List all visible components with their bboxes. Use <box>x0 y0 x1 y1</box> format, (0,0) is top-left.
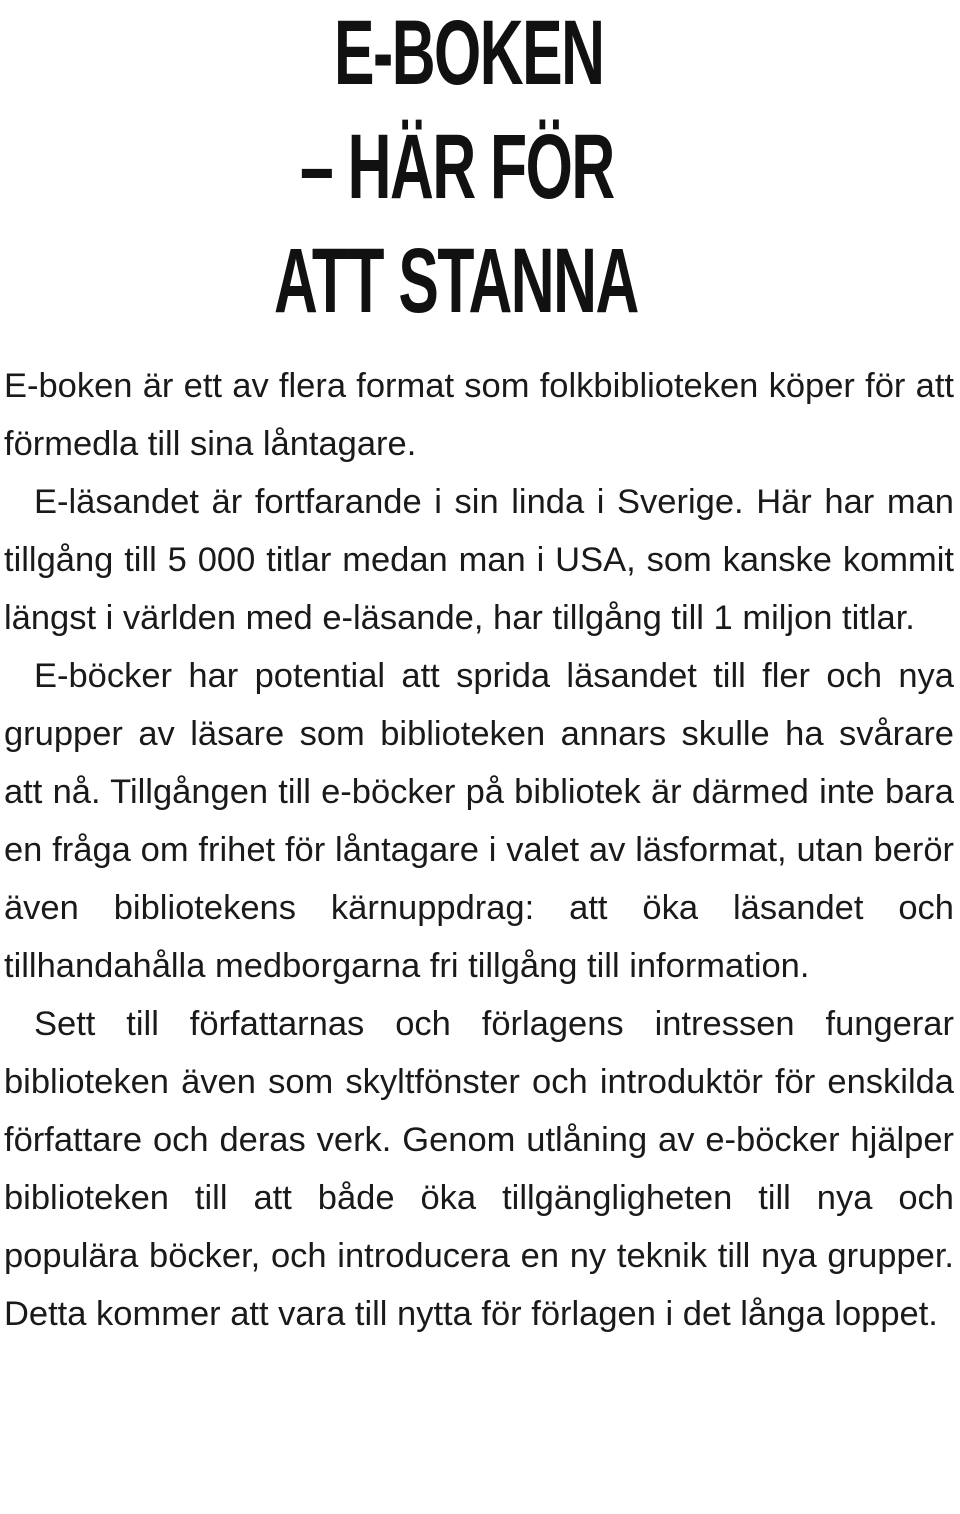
paragraph-publishers: Sett till författarnas och förlagens intressen fungerar biblioteken även som skyltfönster och introduktör för enskilda författare och deras verk. Genom utlåning av e-böcker hjälper biblioteken till att både öka tillgängligheten till nya och populära böcker, och introducera en ny teknik till nya grupper. Detta kommer att vara till nytta för förlagen i det långa loppet. <box>4 1005 954 1333</box>
paragraph-intro: E-boken är ett av flera format som folkbiblioteken köper för att förmedla till sina låntagare. <box>4 367 954 463</box>
title-line-3: ATT STANNA <box>274 230 638 333</box>
paragraph-sweden-usa: E-läsandet är fortfarande i sin linda i Sverige. Här har man tillgång till 5 000 titlar medan man i USA, som kanske kommit längst i världen med e-läsande, har tillgång till 1 miljon titlar. <box>4 483 954 637</box>
title-line-1: E-BOKEN <box>334 2 604 105</box>
title-line-2: – HÄR FÖR <box>300 116 614 219</box>
page-title <box>0 0 960 333</box>
paragraph-potential: E-böcker har potential att sprida läsandet till fler och nya grupper av läsare som biblioteken annars skulle ha svårare att nå. Tillgången till e-böcker på bibliotek är därmed inte bara en fråga om frihet för låntagare i valet av läsformat, utan berör även bibliotekens kärnuppdrag: att öka läsandet och tillhandahålla medborgarna fri tillgång till information. <box>4 657 954 985</box>
article-body <box>4 357 954 1343</box>
